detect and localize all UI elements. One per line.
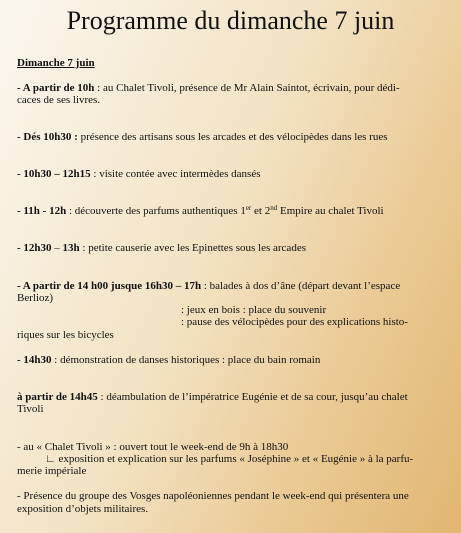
item-visite: - 10h30 – 12h15 : visite contée avec intermèdes dansés: [17, 168, 261, 180]
item-10h-cont: caces de ses livres.: [17, 94, 101, 106]
item-balades: - A partir de 14 h00 jusque 16h30 – 17h : balades à dos d’âne (départ devant l’espace: [17, 280, 401, 292]
item-chalet-tivoli: - au « Chalet Tivoli » : ouvert tout le week-end de 9h à 18h30: [17, 441, 289, 453]
item-exposition-cont: merie impériale: [17, 465, 87, 477]
item-pause-cont: riques sur les bicycles: [17, 329, 114, 341]
item-parfums: - 11h - 12h : découverte des parfums authentiques 1er et 2nd Empire au chalet Tivoli: [17, 204, 384, 217]
item-vosges: - Présence du groupe des Vosges napoléoniennes pendant le week-end qui présentera une: [17, 490, 409, 502]
item-balades-cont: Berlioz): [17, 292, 54, 304]
item-exposition-parfums: ∟ exposition et explication sur les parfums « Joséphine » et « Eugénie » à la parfu-: [45, 453, 414, 465]
item-causerie: - 12h30 – 13h : petite causerie avec les Epinettes sous les arcades: [17, 242, 306, 254]
item-eugenie-cont: Tivoli: [17, 403, 44, 415]
item-pause-velocipedes: : pause des vélocipèdes pour des explications histo-: [181, 316, 408, 328]
item-eugenie: à partir de 14h45 : déambulation de l’impératrice Eugénie et de sa cour, jusqu’au chalet: [17, 391, 408, 403]
item-10h: - A partir de 10h : au Chalet Tivoli, présence de Mr Alain Saintot, écrivain, pour dédi-: [17, 82, 400, 94]
item-10h30: - Dés 10h30 : présence des artisans sous les arcades et des vélocipèdes dans les rues: [17, 131, 388, 143]
item-danses: - 14h30 : démonstration de danses historiques : place du bain romain: [17, 354, 321, 366]
item-jeux: : jeux en bois : place du souvenir: [181, 304, 327, 316]
date-heading: Dimanche 7 juin: [17, 57, 95, 69]
item-vosges-cont: exposition d’objets militaires.: [17, 503, 149, 515]
page-title: Programme du dimanche 7 juin: [66, 6, 395, 35]
